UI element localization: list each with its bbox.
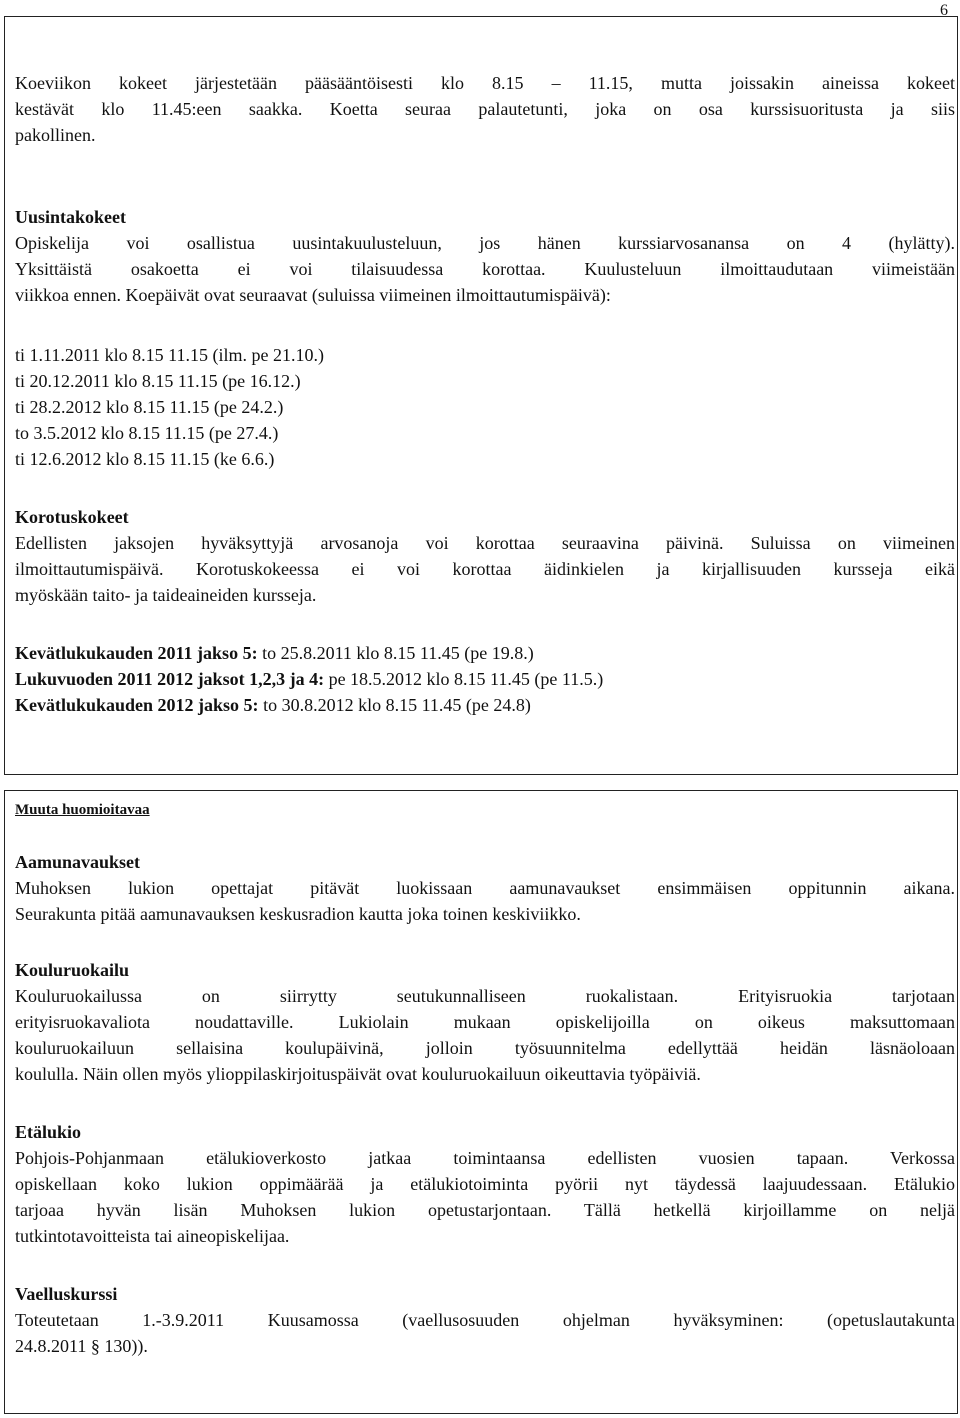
period-label: Kevätlukukauden 2011 jakso 5: bbox=[15, 643, 258, 663]
exam-date: to 3.5.2012 klo 8.15 11.15 (pe 27.4.) bbox=[15, 423, 279, 443]
text-line: Muhoksen lukion opettajat pitävät luokissaan aamunavaukset ensimmäisen oppitunnin aikana. bbox=[15, 878, 955, 898]
text-line: Pohjois-Pohjanmaan etälukioverkosto jatkaa toimintaansa edellisten vuosien tapaan. Verkossa bbox=[15, 1148, 955, 1168]
text-line: Edellisten jaksojen hyväksyttyjä arvosanoja voi korottaa seuraavina päivinä. Suluissa on viimeinen bbox=[15, 533, 955, 553]
text-line: Koeviikon kokeet järjestetään pääsääntöisesti klo 8.15 – 11.15, mutta joissakin aineissa kokeet bbox=[15, 73, 955, 93]
period-text: to 30.8.2012 klo 8.15 11.45 (pe 24.8) bbox=[258, 695, 531, 715]
period-line bbox=[15, 692, 955, 718]
text-line: kestävät klo 11.45:een saakka. Koetta seuraa palautetunti, joka on osa kurssisuoritusta ja siis bbox=[15, 99, 955, 119]
text-line: Toteutetaan 1.-3.9.2011 Kuusamossa (vaellusosuuden ohjelman hyväksyminen: (opetuslautakunta bbox=[15, 1310, 955, 1330]
text-line: koululla. Näin ollen myös ylioppilaskirjoituspäivät ovat kouluruokailuun oikeuttavia työpäiviä. bbox=[15, 1064, 701, 1084]
section-heading: Kouluruokailu bbox=[15, 960, 130, 980]
page-number: 6 bbox=[940, 2, 948, 19]
aamunavaukset-section bbox=[15, 849, 955, 927]
section-heading: Aamunavaukset bbox=[15, 852, 141, 872]
korotus-periods bbox=[15, 640, 955, 718]
section-heading: Korotuskokeet bbox=[15, 507, 129, 527]
vaelluskurssi-section bbox=[15, 1281, 955, 1359]
period-text: pe 18.5.2012 klo 8.15 11.45 (pe 11.5.) bbox=[324, 669, 604, 689]
other-notes-box bbox=[4, 790, 958, 1414]
text-line: Seurakunta pitää aamunavauksen keskusradion kautta joka toinen keskiviikko. bbox=[15, 904, 581, 924]
etalukio-section bbox=[15, 1119, 955, 1249]
exam-date: ti 12.6.2012 klo 8.15 11.15 (ke 6.6.) bbox=[15, 449, 275, 469]
text-line: Kouluruokailussa on siirrytty seutukunnalliseen ruokalistaan. Erityisruokia tarjotaan bbox=[15, 986, 955, 1006]
section-heading: Etälukio bbox=[15, 1122, 82, 1142]
text-line: kouluruokailuun sellaisina koulupäivinä, jolloin työsuunnitelma edellyttää heidän läsnäoloaan bbox=[15, 1038, 955, 1058]
period-label: Kevätlukukauden 2012 jakso 5: bbox=[15, 695, 259, 715]
text-line: ilmoittautumispäivä. Korotuskokeessa ei voi korottaa äidinkielen ja kirjallisuuden kursseja eikä bbox=[15, 559, 955, 579]
period-line bbox=[15, 640, 955, 666]
kouluruokailu-section bbox=[15, 957, 955, 1087]
intro-paragraph bbox=[15, 70, 955, 148]
text-line: erityisruokavaliota noudattaville. Lukiolain mukaan opiskelijoilla on oikeus maksuttomaan bbox=[15, 1012, 955, 1032]
text-line: 24.8.2011 § 130)). bbox=[15, 1336, 148, 1356]
period-line bbox=[15, 666, 955, 692]
exam-date: ti 28.2.2012 klo 8.15 11.15 (pe 24.2.) bbox=[15, 397, 284, 417]
section-heading: Uusintakokeet bbox=[15, 207, 127, 227]
other-notes-title-wrap bbox=[15, 797, 955, 823]
text-line: Yksittäistä osakoetta ei voi tilaisuudessa korottaa. Kuulusteluun ilmoittaudutaan viimeistään bbox=[15, 259, 955, 279]
period-text: to 25.8.2011 klo 8.15 11.45 (pe 19.8.) bbox=[257, 643, 534, 663]
korotuskokeet-section bbox=[15, 504, 955, 608]
text-line: myöskään taito- ja taideaineiden kursseja. bbox=[15, 585, 317, 605]
text-line: pakollinen. bbox=[15, 125, 96, 145]
exam-date: ti 20.12.2011 klo 8.15 11.15 (pe 16.12.) bbox=[15, 371, 301, 391]
section-heading: Vaelluskurssi bbox=[15, 1284, 118, 1304]
other-notes-title: Muuta huomioitavaa bbox=[15, 802, 150, 818]
uusintakokeet-section bbox=[15, 204, 955, 308]
text-line: tarjoaa hyvän lisän Muhoksen lukion opetustarjontaan. Tällä hetkellä kirjoillamme on neljä bbox=[15, 1200, 955, 1220]
text-line: tutkintotavoitteista tai aineopiskelijaa. bbox=[15, 1226, 290, 1246]
school-info-box bbox=[4, 16, 958, 775]
text-line: viikkoa ennen. Koepäivät ovat seuraavat (suluissa viimeinen ilmoittautumispäivä): bbox=[15, 285, 611, 305]
period-label: Lukuvuoden 2011 2012 jaksot 1,2,3 ja 4: bbox=[15, 669, 325, 689]
text-line: opiskellaan koko lukion oppimäärää ja etälukiotoiminta pyörii nyt täydessä laajuudessaan. Etälukio bbox=[15, 1174, 955, 1194]
exam-date: ti 1.11.2011 klo 8.15 11.15 (ilm. pe 21.10.) bbox=[15, 345, 324, 365]
exam-dates-list bbox=[15, 342, 955, 472]
text-line: Opiskelija voi osallistua uusintakuulusteluun, jos hänen kurssiarvosanansa on 4 (hylätty). bbox=[15, 233, 955, 253]
